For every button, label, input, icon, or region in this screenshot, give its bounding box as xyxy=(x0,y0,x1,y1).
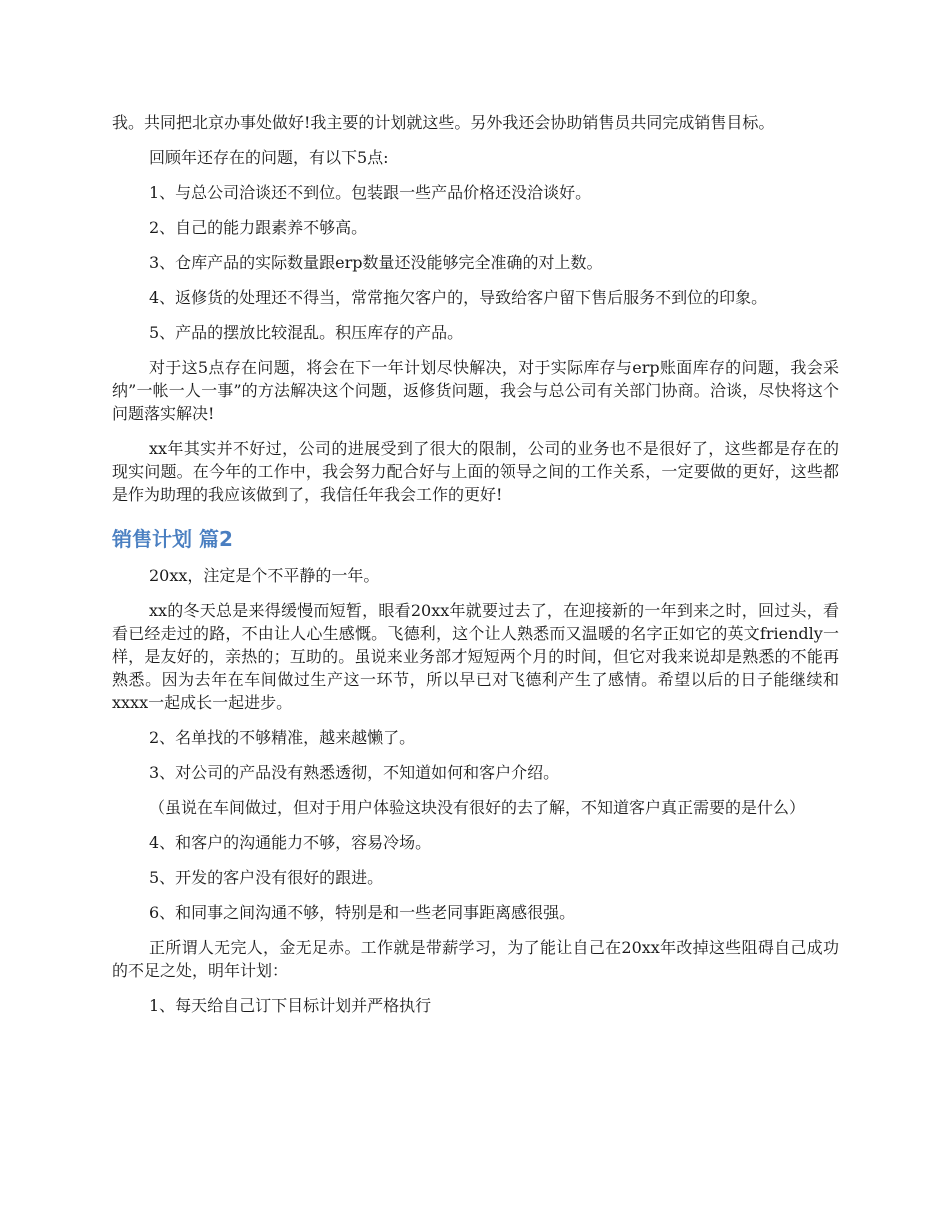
list-item-shortcoming-3: 3、对公司的产品没有熟悉透彻，不知道如何和客户介绍。 xyxy=(149,763,560,782)
paragraph-problems-intro: 回顾年还存在的问题，有以下5点: xyxy=(149,148,389,167)
list-item-shortcoming-2: 2、名单找的不够精准，越来越懒了。 xyxy=(149,728,416,747)
paragraph-intro: 20xx，注定是个不平静的一年。 xyxy=(149,566,380,585)
paragraph-reflection: xx的冬天总是来得缓慢而短暂，眼看20xx年就要过去了，在迎接新的一年到来之时，回过头，看看已经走过的路，不由让人心生感慨。飞德利，这个让人熟悉而又温暖的名字正如它的英文friendly一样，是友好的，亲热的；互助的。虽说来业务部才短短两个月的时间，但它对我来说却是熟悉的不能再熟悉。因为去年在车间做过生产这一环节，所以早已对飞德利产生了感情。希望以后的日子能继续和xxxx一起成长一起进步。 xyxy=(112,601,839,712)
list-item-problem-3: 3、仓库产品的实际数量跟erp数量还没能够完全准确的对上数。 xyxy=(149,253,603,272)
list-item-shortcoming-4: 4、和客户的沟通能力不够，容易冷场。 xyxy=(149,833,432,852)
paragraph-solutions: 对于这5点存在问题，将会在下一年计划尽快解决，对于实际库存与erp账面库存的问题，我会采纳”一帐一人一事”的方法解决这个问题，返修货问题，我会与总公司有关部门协商。洽谈，尽快将这个问题落实解决! xyxy=(112,358,839,423)
list-item-problem-1: 1、与总公司洽谈还不到位。包装跟一些产品价格还没洽谈好。 xyxy=(149,183,592,202)
paragraph-note: （虽说在车间做过，但对于用户体验这块没有很好的去了解，不知道客户真正需要的是什么） xyxy=(149,798,806,817)
paragraph-year-summary: xx年其实并不好过，公司的进展受到了很大的限制，公司的业务也不是很好了，这些都是存在的现实问题。在今年的工作中，我会努力配合好与上面的领导之间的工作关系，一定要做的更好，这些都是作为助理的我应该做到了，我信任年我会工作的更好! xyxy=(112,439,839,504)
list-item-problem-4: 4、返修货的处理还不得当，常常拖欠客户的，导致给客户留下售后服务不到位的印象。 xyxy=(149,288,768,307)
paragraph-continuation: 我。共同把北京办事处做好!我主要的计划就这些。另外我还会协助销售员共同完成销售目标。 xyxy=(112,113,775,132)
paragraph-plan-intro: 正所谓人无完人，金无足赤。工作就是带薪学习，为了能让自己在20xx年改掉这些阻碍自己成功的不足之处，明年计划： xyxy=(112,938,839,980)
list-item-shortcoming-5: 5、开发的客户没有很好的跟进。 xyxy=(149,868,384,887)
list-item-shortcoming-6: 6、和同事之间沟通不够，特别是和一些老同事距离感很强。 xyxy=(149,903,576,922)
document-body xyxy=(112,111,839,1029)
list-item-problem-5: 5、产品的摆放比较混乱。积压库存的产品。 xyxy=(149,323,464,342)
section-heading: 销售计划 篇2 xyxy=(112,527,233,551)
list-item-plan-1: 1、每天给自己订下目标计划并严格执行 xyxy=(149,996,432,1015)
list-item-problem-2: 2、自己的能力跟素养不够高。 xyxy=(149,218,368,237)
